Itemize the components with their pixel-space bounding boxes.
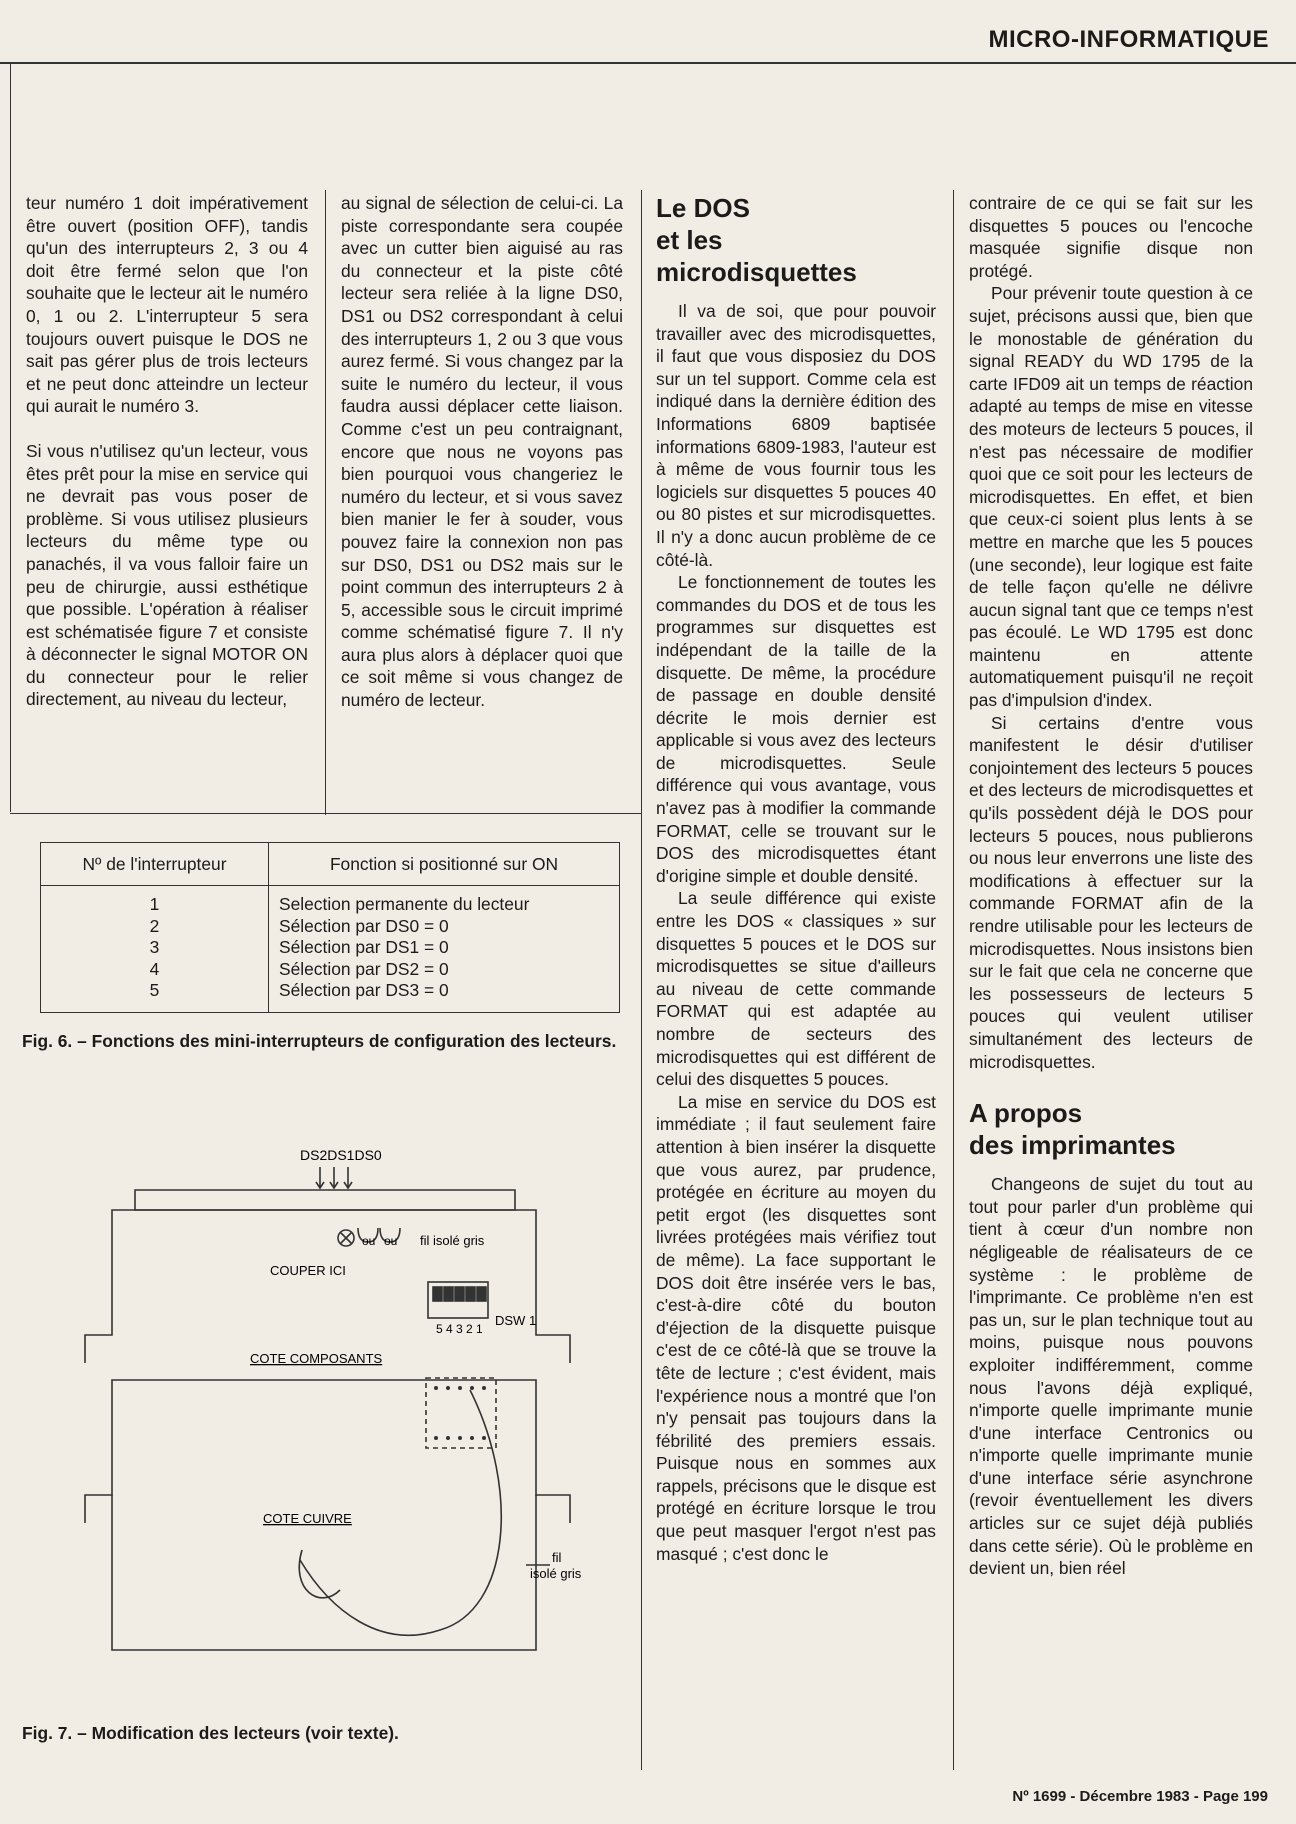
header-rule bbox=[0, 62, 1296, 64]
table-cell: 4 bbox=[149, 958, 160, 979]
section-title: MICRO-INFORMATIQUE bbox=[988, 26, 1269, 53]
grey-wire-end bbox=[299, 1550, 340, 1598]
figure-separator bbox=[10, 813, 641, 814]
paragraph: teur numéro 1 doit impérativement être ouvert (position OFF), tandis qu'un des interrupteurs 2, 3 ou 4 doit être fermé selon que l'on souhaite que le lecteur ait le numéro 0, 1 ou 2. L'interrupteur 5 sera toujours ouvert puisque le DOS ne sait pas gérer plus de trois lecteurs et ne peut donc atteindre un lecteur qui aurait le numéro 3. bbox=[26, 193, 308, 417]
column-3 bbox=[656, 192, 936, 1565]
pcb-outline-top bbox=[85, 1210, 570, 1363]
fig7-diagram bbox=[40, 1110, 600, 1710]
paragraph: Le fonctionnement de toutes les commandes du DOS et de tous les programmes sur disquettes est indépendant de la taille de la disquette. De même, la procédure de passage en double densité décrite le mois dernier est applicable si vous avez des lecteurs de microdisquettes. Seule différence qui vous avantage, vous n'avez pas à modifier la commande FORMAT, celle se trouvant sur le DOS des microdisquettes étant d'origine simple et double densité. bbox=[656, 572, 936, 886]
fig6-number-cell bbox=[41, 886, 269, 1013]
cote-cuivre-label: COTE CUIVRE bbox=[263, 1511, 352, 1526]
ds-label: DS2DS1DS0 bbox=[300, 1147, 382, 1163]
table-cell: Sélection par DS2 = 0 bbox=[279, 958, 449, 979]
table-cell: 5 bbox=[149, 980, 160, 1000]
column-rule-3 bbox=[641, 190, 642, 1770]
paragraph: Si vous n'utilisez qu'un lecteur, vous êtes prêt pour la mise en service qui ne devrait pas vous poser de problème. Si vous utilisez plusieurs lecteurs du même type ou panachés, il va vous falloir faire un peu de chirurgie, aussi esthétique que possible. L'opération à réaliser est schématisée figure 7 et consiste à déconnecter le signal MOTOR ON du connecteur pour le relier directement, au niveau du lecteur, bbox=[26, 440, 308, 710]
fig6-header-number: Nº de l'interrupteur bbox=[41, 843, 269, 886]
ds-arrows bbox=[320, 1167, 348, 1188]
section-heading: Le DOS et les microdisquettes bbox=[656, 193, 857, 287]
section-heading: A propos des imprimantes bbox=[969, 1098, 1176, 1161]
fig6-function-cell bbox=[269, 886, 620, 1013]
fil-label-top: fil isolé gris bbox=[420, 1233, 485, 1248]
couper-label: COUPER ICI bbox=[270, 1263, 346, 1278]
fig6-caption: Fig. 6. – Fonctions des mini-interrupteurs de configuration des lecteurs. bbox=[22, 1031, 617, 1051]
paragraph: contraire de ce qui se fait sur les disquettes 5 pouces ou l'encoche masquée signifie disque non protégé. bbox=[969, 193, 1253, 281]
ou-label: ou bbox=[384, 1234, 398, 1248]
table-cell: Sélection par DS0 = 0 bbox=[279, 915, 449, 936]
dsw-label: DSW 1 bbox=[495, 1313, 537, 1328]
fig6-table bbox=[40, 842, 620, 1013]
column-rule-4 bbox=[953, 190, 954, 1770]
page-footer: Nº 1699 - Décembre 1983 - Page 199 bbox=[1012, 1788, 1268, 1805]
table-cell: 1 bbox=[149, 894, 160, 914]
table-cell: Selection permanente du lecteur bbox=[279, 894, 530, 914]
pcb-outline-bottom bbox=[85, 1380, 570, 1523]
paragraph: Il va de soi, que pour pouvoir travailler avec des microdisquettes, il faut que vous disposiez du DOS sur un tel support. Comme cela est indiqué dans la dernière édition des Informations 6809 baptisée informations 6809-1983, l'auteur est à même de vous fournir tous les logiciels sur disquettes 5 pouces 40 ou 80 pistes et sur microdisquettes. Il n'y a donc aucun problème de ce côté-là. bbox=[656, 301, 936, 570]
paragraph: Pour prévenir toute question à ce sujet, précisons aussi que, bien que le monostable de génération du signal READY du WD 1795 de la carte IFD09 ait un temps de réaction adapté au temps de mise en vitesse des moteurs de lecteurs 5 pouces, il n'est pas nécessaire de modifier quoi que ce soit pour les lecteurs de microdisquettes. En effet, et bien que ceux-ci soient plus lents à se mettre en marche que les 5 pouces (une seconde), leur logique est faite de telle façon qu'elle ne délivre aucun signal tant que ce temps n'est pas écoulé. Le WD 1795 est donc maintenu en attente automatiquement puisqu'il ne reçoit pas d'impulsion d'index. bbox=[969, 283, 1253, 711]
column-rule-1 bbox=[10, 62, 11, 812]
paragraph: au signal de sélection de celui-ci. La piste correspondante sera coupée avec un cutter bien aiguisé au ras du connecteur et la piste côté lecteur sera reliée à la ligne DS0, DS1 ou DS2 correspondant à celui des interrupteurs 1, 2 ou 3 que vous aurez fermé. Si vous changez par la suite le numéro du lecteur, il vous faudra aussi déplacer cette liaison. Comme c'est un peu contraignant, encore que nous ne voyons pas bien pourquoi vous changeriez le numéro du lecteur, et si vous savez bien manier le fer à souder, vous pouvez faire la connexion non pas sur DS0, DS1 ou DS2 mais sur le point commun des interrupteurs 2 à 5, accessible sous le circuit imprimé comme schématisé figure 7. Il n'y aura plus alors à déplacer quoi que ce soit même si vous changez de numéro de lecteur. bbox=[341, 193, 623, 711]
paragraph: La mise en service du DOS est immédiate ; il faut seulement faire attention à bien insérer la disquette que vous aurez, par prudence, protégée en écriture au moyen du petit ergot (les disquettes sont livrées protégées mais vérifiez tout de même). La face supportant le DOS doit être insérée vers le bas, c'est-à-dire côté du bouton d'éjection de la disquette puisque c'est de ce côté-là que se trouve la tête de lecture ; c'est évident, mais l'expérience nous a montré que l'on n'y pensait pas toujours dans la fébrilité des premiers essais. Puisque nous en sommes aux rappels, précisons que le disque est protégé en écriture lorsque le trou que peut masquer l'ergot n'est pas masqué ; c'est donc le bbox=[656, 1091, 936, 1564]
column-rule-2 bbox=[325, 190, 326, 815]
edge-connector bbox=[135, 1190, 515, 1210]
dsw-numbers: 5 4 3 2 1 bbox=[436, 1322, 483, 1336]
table-cell: Sélection par DS1 = 0 bbox=[279, 937, 449, 957]
table-cell: 3 bbox=[149, 937, 160, 957]
table-cell: 2 bbox=[149, 915, 160, 936]
fig7-caption: Fig. 7. – Modification des lecteurs (voir texte). bbox=[22, 1723, 399, 1743]
paragraph: Si certains d'entre vous manifestent le désir d'utiliser conjointement des lecteurs 5 pouces et des lecteurs de microdisquettes et qu'ils possèdent déjà le DOS pour lecteurs 5 pouces, nous publierons ou nous leur enverrons une liste des modifications à effectuer sur la commande FORMAT afin de la rendre utilisable pour les lecteurs de microdisquettes. Nous insistons bien sur le fait que cela ne concerne que les possesseurs de lecteurs 5 pouces qui veulent utiliser simultanément des lecteurs de microdisquettes. bbox=[969, 712, 1253, 1072]
fig6-header-function: Fonction si positionné sur ON bbox=[269, 843, 620, 886]
dip-switch-levers bbox=[433, 1287, 486, 1301]
ou-label: ou bbox=[362, 1234, 376, 1248]
paragraph: Changeons de sujet du tout au tout pour parler d'un problème qui tient à cœur d'un nombre non négligeable de réalisateurs de ce système : le problème de l'imprimante. Ce problème n'en est pas un, sur le plan technique tout au moins, puisque nous pouvons exploiter indifféremment, comme nous l'avons déjà expliqué, n'importe quelle imprimante munie d'une interface Centronics ou n'importe quelle imprimante munie d'une interface série asynchrone (revoir éventuellement les divers articles sur ce sujet déjà publiés dans cette série). Où le problème en devient un, bien réel bbox=[969, 1174, 1253, 1579]
table-cell: Sélection par DS3 = 0 bbox=[279, 980, 449, 1000]
column-2 bbox=[341, 192, 623, 712]
paragraph: La seule différence qui existe entre les DOS « classiques » sur disquettes 5 pouces et le DOS sur microdisquettes se situe d'ailleurs au niveau de cette commande FORMAT qui est adaptée au nombre de secteurs des microdisquettes qui est différent de celui des disquettes 5 pouces. bbox=[656, 888, 936, 1090]
fil-label-bottom: isolé gris bbox=[530, 1566, 582, 1581]
column-1 bbox=[26, 192, 308, 711]
column-4 bbox=[969, 192, 1253, 1580]
fil-label-bottom: fil bbox=[552, 1550, 562, 1565]
cote-composants-label: COTE COMPOSANTS bbox=[250, 1351, 383, 1366]
